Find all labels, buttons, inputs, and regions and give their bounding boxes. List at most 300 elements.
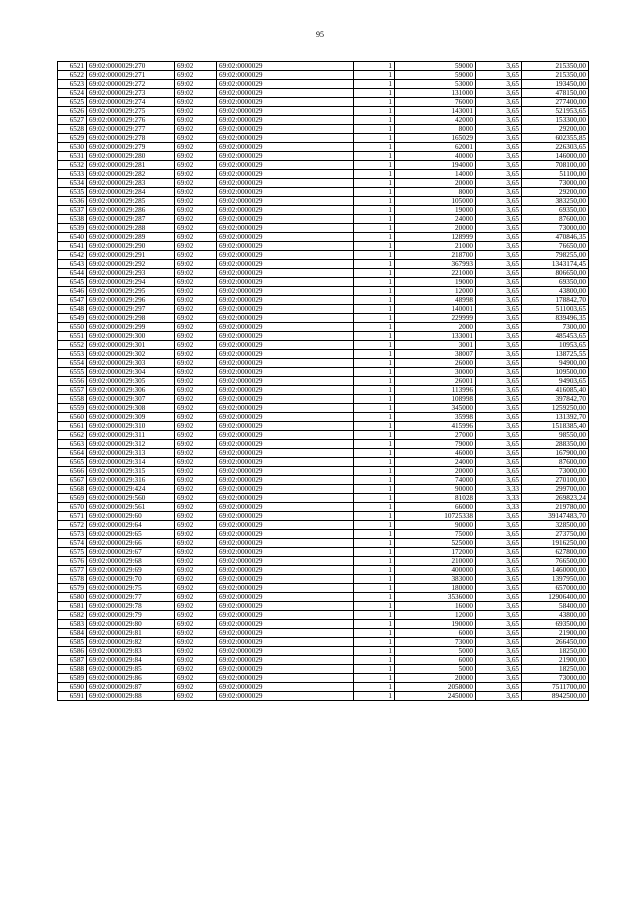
count-cell: 1 — [354, 458, 395, 467]
count-cell: 1 — [354, 593, 395, 602]
count-cell: 1 — [354, 305, 395, 314]
row-number-cell: 6581 — [58, 602, 87, 611]
count-cell: 1 — [354, 467, 395, 476]
table-row — [58, 647, 589, 656]
rate-cell: 3,33 — [476, 485, 522, 494]
cadastral-block-cell: 69:02:0000029 — [217, 629, 354, 638]
cadastral-number-cell: 69:02:0000029:87 — [87, 683, 175, 692]
area-cell: 16000 — [395, 602, 476, 611]
cadastral-block-cell: 69:02:0000029 — [217, 233, 354, 242]
cadastral-number-cell: 69:02:0000029:274 — [87, 98, 175, 107]
count-cell: 1 — [354, 656, 395, 665]
cadastral-value-cell: 94903,65 — [522, 377, 589, 386]
rate-cell: 3,65 — [476, 422, 522, 431]
rate-cell: 3,33 — [476, 494, 522, 503]
cadastral-value-cell: 131392,70 — [522, 413, 589, 422]
area-cell: 5000 — [395, 647, 476, 656]
row-number-cell: 6577 — [58, 566, 87, 575]
cadastral-number-cell: 69:02:0000029:309 — [87, 413, 175, 422]
table-row — [58, 296, 589, 305]
area-cell: 108998 — [395, 395, 476, 404]
count-cell: 1 — [354, 215, 395, 224]
cadastral-value-cell: 109500,00 — [522, 368, 589, 377]
area-cell: 194000 — [395, 161, 476, 170]
count-cell: 1 — [354, 80, 395, 89]
area-cell: 30000 — [395, 368, 476, 377]
count-cell: 1 — [354, 71, 395, 80]
rate-cell: 3,33 — [476, 503, 522, 512]
count-cell: 1 — [354, 287, 395, 296]
count-cell: 1 — [354, 278, 395, 287]
cadastral-value-cell: 226303,65 — [522, 143, 589, 152]
rate-cell: 3,65 — [476, 539, 522, 548]
count-cell: 1 — [354, 548, 395, 557]
area-cell: 26001 — [395, 377, 476, 386]
count-cell: 1 — [354, 269, 395, 278]
cadastral-number-cell: 69:02:0000029:302 — [87, 350, 175, 359]
area-cell: 12000 — [395, 611, 476, 620]
table-row — [58, 602, 589, 611]
count-cell: 1 — [354, 296, 395, 305]
cadastral-number-cell: 69:02:0000029:315 — [87, 467, 175, 476]
cadastral-number-cell: 69:02:0000029:311 — [87, 431, 175, 440]
rate-cell: 3,65 — [476, 692, 522, 701]
cadastral-number-cell: 69:02:0000029:312 — [87, 440, 175, 449]
row-number-cell: 6535 — [58, 188, 87, 197]
cadastral-number-cell: 69:02:0000029:308 — [87, 404, 175, 413]
table-row — [58, 413, 589, 422]
table-row — [58, 422, 589, 431]
table-row — [58, 674, 589, 683]
cadastral-number-cell: 69:02:0000029:306 — [87, 386, 175, 395]
cadastral-value-cell: 18250,00 — [522, 665, 589, 674]
area-cell: 400000 — [395, 566, 476, 575]
area-cell: 3001 — [395, 341, 476, 350]
district-code-cell: 69:02 — [175, 530, 217, 539]
district-code-cell: 69:02 — [175, 566, 217, 575]
row-number-cell: 6534 — [58, 179, 87, 188]
row-number-cell: 6584 — [58, 629, 87, 638]
row-number-cell: 6522 — [58, 71, 87, 80]
rate-cell: 3,65 — [476, 188, 522, 197]
cadastral-block-cell: 69:02:0000029 — [217, 134, 354, 143]
rate-cell: 3,65 — [476, 530, 522, 539]
count-cell: 1 — [354, 251, 395, 260]
district-code-cell: 69:02 — [175, 107, 217, 116]
cadastral-value-cell: 39147483,70 — [522, 512, 589, 521]
cadastral-number-cell: 69:02:0000029:60 — [87, 512, 175, 521]
table-row — [58, 89, 589, 98]
table-row — [58, 152, 589, 161]
cadastral-number-cell: 69:02:0000029:82 — [87, 638, 175, 647]
cadastral-value-cell: 1916250,00 — [522, 539, 589, 548]
rate-cell: 3,65 — [476, 629, 522, 638]
area-cell: 66000 — [395, 503, 476, 512]
cadastral-number-cell: 69:02:0000029:307 — [87, 395, 175, 404]
table-row — [58, 620, 589, 629]
cadastral-number-cell: 69:02:0000029:272 — [87, 80, 175, 89]
row-number-cell: 6575 — [58, 548, 87, 557]
area-cell: 26000 — [395, 359, 476, 368]
cadastral-number-cell: 69:02:0000029:275 — [87, 107, 175, 116]
cadastral-number-cell: 69:02:0000029:424 — [87, 485, 175, 494]
rate-cell: 3,65 — [476, 98, 522, 107]
count-cell: 1 — [354, 521, 395, 530]
area-cell: 128999 — [395, 233, 476, 242]
area-cell: 218700 — [395, 251, 476, 260]
count-cell: 1 — [354, 359, 395, 368]
rate-cell: 3,65 — [476, 215, 522, 224]
cadastral-value-cell: 21900,00 — [522, 656, 589, 665]
district-code-cell: 69:02 — [175, 242, 217, 251]
cadastral-number-cell: 69:02:0000029:561 — [87, 503, 175, 512]
cadastral-block-cell: 69:02:0000029 — [217, 377, 354, 386]
count-cell: 1 — [354, 350, 395, 359]
cadastral-block-cell: 69:02:0000029 — [217, 323, 354, 332]
cadastral-value-cell: 806650,00 — [522, 269, 589, 278]
district-code-cell: 69:02 — [175, 620, 217, 629]
table-row — [58, 656, 589, 665]
cadastral-block-cell: 69:02:0000029 — [217, 422, 354, 431]
cadastral-value-cell: 215350,00 — [522, 71, 589, 80]
row-number-cell: 6568 — [58, 485, 87, 494]
area-cell: 38007 — [395, 350, 476, 359]
count-cell: 1 — [354, 602, 395, 611]
cadastral-block-cell: 69:02:0000029 — [217, 188, 354, 197]
row-number-cell: 6579 — [58, 584, 87, 593]
table-row — [58, 269, 589, 278]
area-cell: 14000 — [395, 170, 476, 179]
cadastral-number-cell: 69:02:0000029:78 — [87, 602, 175, 611]
table-row — [58, 125, 589, 134]
page-number: 95 — [316, 30, 324, 39]
cadastral-value-cell: 73000,00 — [522, 467, 589, 476]
table-row — [58, 170, 589, 179]
row-number-cell: 6539 — [58, 224, 87, 233]
row-number-cell: 6547 — [58, 296, 87, 305]
table-row — [58, 287, 589, 296]
cadastral-value-cell: 1397950,00 — [522, 575, 589, 584]
rate-cell: 3,65 — [476, 323, 522, 332]
cadastral-value-cell: 76650,00 — [522, 242, 589, 251]
district-code-cell: 69:02 — [175, 98, 217, 107]
area-cell: 12000 — [395, 287, 476, 296]
district-code-cell: 69:02 — [175, 683, 217, 692]
row-number-cell: 6541 — [58, 242, 87, 251]
area-cell: 24000 — [395, 458, 476, 467]
count-cell: 1 — [354, 89, 395, 98]
area-cell: 73000 — [395, 638, 476, 647]
count-cell: 1 — [354, 242, 395, 251]
row-number-cell: 6523 — [58, 80, 87, 89]
district-code-cell: 69:02 — [175, 611, 217, 620]
table-row — [58, 377, 589, 386]
cadastral-number-cell: 69:02:0000029:283 — [87, 179, 175, 188]
area-cell: 6000 — [395, 629, 476, 638]
district-code-cell: 69:02 — [175, 89, 217, 98]
cadastral-value-cell: 416085,40 — [522, 386, 589, 395]
cadastral-value-cell: 839496,35 — [522, 314, 589, 323]
rate-cell: 3,65 — [476, 566, 522, 575]
rate-cell: 3,65 — [476, 413, 522, 422]
district-code-cell: 69:02 — [175, 269, 217, 278]
area-cell: 40000 — [395, 152, 476, 161]
cadastral-number-cell: 69:02:0000029:292 — [87, 260, 175, 269]
district-code-cell: 69:02 — [175, 503, 217, 512]
cadastral-number-cell: 69:02:0000029:300 — [87, 332, 175, 341]
area-cell: 81028 — [395, 494, 476, 503]
table-row — [58, 548, 589, 557]
area-cell: 10725338 — [395, 512, 476, 521]
table-row — [58, 494, 589, 503]
table-row — [58, 80, 589, 89]
rate-cell: 3,65 — [476, 134, 522, 143]
cadastral-block-cell: 69:02:0000029 — [217, 350, 354, 359]
area-cell: 20000 — [395, 224, 476, 233]
cadastral-block-cell: 69:02:0000029 — [217, 593, 354, 602]
cadastral-number-cell: 69:02:0000029:303 — [87, 359, 175, 368]
area-cell: 90000 — [395, 485, 476, 494]
rate-cell: 3,65 — [476, 386, 522, 395]
row-number-cell: 6525 — [58, 98, 87, 107]
district-code-cell: 69:02 — [175, 413, 217, 422]
rate-cell: 3,65 — [476, 332, 522, 341]
row-number-cell: 6527 — [58, 116, 87, 125]
area-cell: 46000 — [395, 449, 476, 458]
count-cell: 1 — [354, 233, 395, 242]
cadastral-number-cell: 69:02:0000029:297 — [87, 305, 175, 314]
area-cell: 8000 — [395, 125, 476, 134]
row-number-cell: 6555 — [58, 368, 87, 377]
area-cell: 113996 — [395, 386, 476, 395]
count-cell: 1 — [354, 152, 395, 161]
rate-cell: 3,65 — [476, 206, 522, 215]
district-code-cell: 69:02 — [175, 584, 217, 593]
table-row — [58, 233, 589, 242]
table-row — [58, 341, 589, 350]
area-cell: 20000 — [395, 467, 476, 476]
row-number-cell: 6570 — [58, 503, 87, 512]
area-cell: 53000 — [395, 80, 476, 89]
row-number-cell: 6531 — [58, 152, 87, 161]
count-cell: 1 — [354, 539, 395, 548]
count-cell: 1 — [354, 692, 395, 701]
row-number-cell: 6565 — [58, 458, 87, 467]
row-number-cell: 6569 — [58, 494, 87, 503]
cadastral-number-cell: 69:02:0000029:86 — [87, 674, 175, 683]
count-cell: 1 — [354, 611, 395, 620]
cadastral-number-cell: 69:02:0000029:313 — [87, 449, 175, 458]
cadastral-block-cell: 69:02:0000029 — [217, 692, 354, 701]
cadastral-value-table — [57, 61, 589, 701]
count-cell: 1 — [354, 440, 395, 449]
cadastral-value-cell: 73000,00 — [522, 674, 589, 683]
table-row — [58, 161, 589, 170]
cadastral-value-cell: 8942500,00 — [522, 692, 589, 701]
cadastral-block-cell: 69:02:0000029 — [217, 431, 354, 440]
count-cell: 1 — [354, 422, 395, 431]
cadastral-block-cell: 69:02:0000029 — [217, 215, 354, 224]
row-number-cell: 6572 — [58, 521, 87, 530]
row-number-cell: 6554 — [58, 359, 87, 368]
rate-cell: 3,65 — [476, 620, 522, 629]
rate-cell: 3,65 — [476, 665, 522, 674]
cadastral-block-cell: 69:02:0000029 — [217, 395, 354, 404]
cadastral-block-cell: 69:02:0000029 — [217, 458, 354, 467]
rate-cell: 3,65 — [476, 521, 522, 530]
table-row — [58, 350, 589, 359]
area-cell: 24000 — [395, 215, 476, 224]
table-row — [58, 440, 589, 449]
rate-cell: 3,65 — [476, 125, 522, 134]
count-cell: 1 — [354, 584, 395, 593]
count-cell: 1 — [354, 431, 395, 440]
cadastral-number-cell: 69:02:0000029:286 — [87, 206, 175, 215]
area-cell: 415996 — [395, 422, 476, 431]
rate-cell: 3,65 — [476, 170, 522, 179]
rate-cell: 3,65 — [476, 71, 522, 80]
cadastral-value-cell: 73000,00 — [522, 179, 589, 188]
cadastral-number-cell: 69:02:0000029:296 — [87, 296, 175, 305]
table-row — [58, 611, 589, 620]
table-row — [58, 215, 589, 224]
cadastral-value-cell: 219780,00 — [522, 503, 589, 512]
cadastral-block-cell: 69:02:0000029 — [217, 413, 354, 422]
cadastral-number-cell: 69:02:0000029:75 — [87, 584, 175, 593]
cadastral-number-cell: 69:02:0000029:285 — [87, 197, 175, 206]
cadastral-block-cell: 69:02:0000029 — [217, 242, 354, 251]
cadastral-value-cell: 153300,00 — [522, 116, 589, 125]
count-cell: 1 — [354, 449, 395, 458]
cadastral-block-cell: 69:02:0000029 — [217, 548, 354, 557]
count-cell: 1 — [354, 179, 395, 188]
cadastral-value-cell: 299700,00 — [522, 485, 589, 494]
area-cell: 62001 — [395, 143, 476, 152]
table-row — [58, 98, 589, 107]
rate-cell: 3,65 — [476, 683, 522, 692]
district-code-cell: 69:02 — [175, 665, 217, 674]
district-code-cell: 69:02 — [175, 602, 217, 611]
cadastral-number-cell: 69:02:0000029:277 — [87, 125, 175, 134]
cadastral-block-cell: 69:02:0000029 — [217, 467, 354, 476]
district-code-cell: 69:02 — [175, 152, 217, 161]
area-cell: 229999 — [395, 314, 476, 323]
cadastral-value-cell: 94900,00 — [522, 359, 589, 368]
count-cell: 1 — [354, 476, 395, 485]
cadastral-value-cell: 7511700,00 — [522, 683, 589, 692]
cadastral-block-cell: 69:02:0000029 — [217, 521, 354, 530]
area-cell: 79000 — [395, 440, 476, 449]
table-row — [58, 368, 589, 377]
cadastral-value-cell: 43800,00 — [522, 287, 589, 296]
cadastral-number-cell: 69:02:0000029:64 — [87, 521, 175, 530]
table-row — [58, 449, 589, 458]
cadastral-block-cell: 69:02:0000029 — [217, 665, 354, 674]
count-cell: 1 — [354, 413, 395, 422]
row-number-cell: 6537 — [58, 206, 87, 215]
area-cell: 59000 — [395, 71, 476, 80]
count-cell: 1 — [354, 260, 395, 269]
district-code-cell: 69:02 — [175, 323, 217, 332]
cadastral-block-cell: 69:02:0000029 — [217, 125, 354, 134]
cadastral-value-cell: 29200,00 — [522, 188, 589, 197]
cadastral-block-cell: 69:02:0000029 — [217, 305, 354, 314]
rate-cell: 3,65 — [476, 242, 522, 251]
rate-cell: 3,65 — [476, 224, 522, 233]
rate-cell: 3,65 — [476, 467, 522, 476]
district-code-cell: 69:02 — [175, 134, 217, 143]
row-number-cell: 6583 — [58, 620, 87, 629]
table-body — [58, 62, 589, 701]
cadastral-block-cell: 69:02:0000029 — [217, 296, 354, 305]
count-cell: 1 — [354, 575, 395, 584]
district-code-cell: 69:02 — [175, 71, 217, 80]
table-row — [58, 683, 589, 692]
table-row — [58, 539, 589, 548]
row-number-cell: 6586 — [58, 647, 87, 656]
rate-cell: 3,65 — [476, 584, 522, 593]
district-code-cell: 69:02 — [175, 341, 217, 350]
cadastral-value-cell: 1259250,00 — [522, 404, 589, 413]
row-number-cell: 6589 — [58, 674, 87, 683]
district-code-cell: 69:02 — [175, 188, 217, 197]
cadastral-block-cell: 69:02:0000029 — [217, 98, 354, 107]
district-code-cell: 69:02 — [175, 377, 217, 386]
rate-cell: 3,65 — [476, 575, 522, 584]
cadastral-number-cell: 69:02:0000029:290 — [87, 242, 175, 251]
cadastral-value-cell: 58400,00 — [522, 602, 589, 611]
cadastral-block-cell: 69:02:0000029 — [217, 620, 354, 629]
table-row — [58, 395, 589, 404]
row-number-cell: 6530 — [58, 143, 87, 152]
district-code-cell: 69:02 — [175, 476, 217, 485]
cadastral-value-cell: 266450,00 — [522, 638, 589, 647]
cadastral-block-cell: 69:02:0000029 — [217, 647, 354, 656]
table-row — [58, 386, 589, 395]
count-cell: 1 — [354, 206, 395, 215]
cadastral-number-cell: 69:02:0000029:560 — [87, 494, 175, 503]
cadastral-number-cell: 69:02:0000029:69 — [87, 566, 175, 575]
table-row — [58, 260, 589, 269]
rate-cell: 3,65 — [476, 359, 522, 368]
area-cell: 20000 — [395, 674, 476, 683]
area-cell: 48998 — [395, 296, 476, 305]
district-code-cell: 69:02 — [175, 332, 217, 341]
cadastral-block-cell: 69:02:0000029 — [217, 251, 354, 260]
row-number-cell: 6564 — [58, 449, 87, 458]
table-row — [58, 71, 589, 80]
count-cell: 1 — [354, 512, 395, 521]
rate-cell: 3,65 — [476, 458, 522, 467]
cadastral-value-cell: 178842,70 — [522, 296, 589, 305]
district-code-cell: 69:02 — [175, 215, 217, 224]
cadastral-value-cell: 73000,00 — [522, 224, 589, 233]
cadastral-value-cell: 485453,65 — [522, 332, 589, 341]
area-cell: 165029 — [395, 134, 476, 143]
cadastral-number-cell: 69:02:0000029:273 — [87, 89, 175, 98]
district-code-cell: 69:02 — [175, 521, 217, 530]
district-code-cell: 69:02 — [175, 440, 217, 449]
cadastral-value-cell: 10953,65 — [522, 341, 589, 350]
area-cell: 74000 — [395, 476, 476, 485]
cadastral-block-cell: 69:02:0000029 — [217, 575, 354, 584]
cadastral-number-cell: 69:02:0000029:310 — [87, 422, 175, 431]
table-row — [58, 629, 589, 638]
count-cell: 1 — [354, 647, 395, 656]
area-cell: 131000 — [395, 89, 476, 98]
district-code-cell: 69:02 — [175, 179, 217, 188]
count-cell: 1 — [354, 368, 395, 377]
